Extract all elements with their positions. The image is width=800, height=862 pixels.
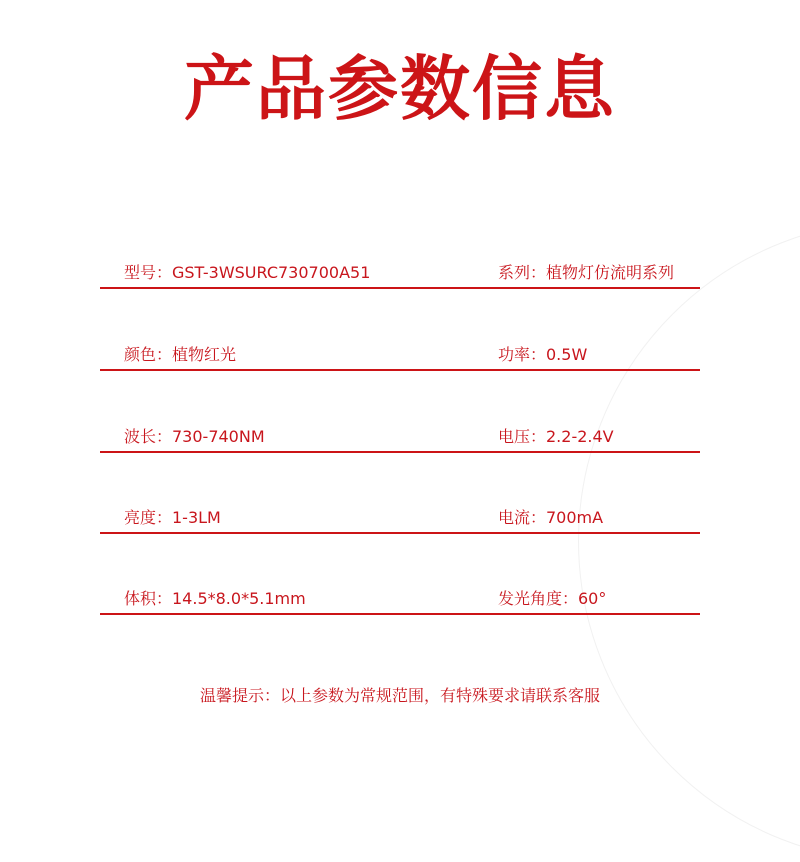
row-divider — [100, 532, 700, 534]
row-divider — [100, 287, 700, 289]
spec-beam-angle: 发光角度：60° — [498, 589, 607, 608]
spec-brightness: 亮度：1-3LM — [124, 508, 221, 527]
footer-note: 温馨提示：以上参数为常规范围，有特殊要求请联系客服 — [199, 686, 600, 705]
row-divider — [100, 613, 700, 615]
row-divider — [100, 369, 700, 371]
spec-current: 电流：700mA — [498, 508, 604, 527]
spec-power: 功率：0.5W — [498, 345, 588, 364]
spec-series: 系列：植物灯仿流明系列 — [498, 263, 675, 282]
spec-color: 颜色：植物红光 — [124, 345, 237, 364]
background-decorative-arc — [578, 220, 800, 862]
spec-model: 型号：GST-3WSURC730700A51 — [124, 263, 371, 282]
spec-dimensions: 体积：14.5*8.0*5.1mm — [124, 589, 306, 608]
spec-voltage: 电压：2.2-2.4V — [498, 427, 614, 446]
spec-wavelength: 波长：730-740NM — [124, 427, 265, 446]
row-divider — [100, 451, 700, 453]
page-title: 产品参数信息 — [184, 48, 616, 130]
